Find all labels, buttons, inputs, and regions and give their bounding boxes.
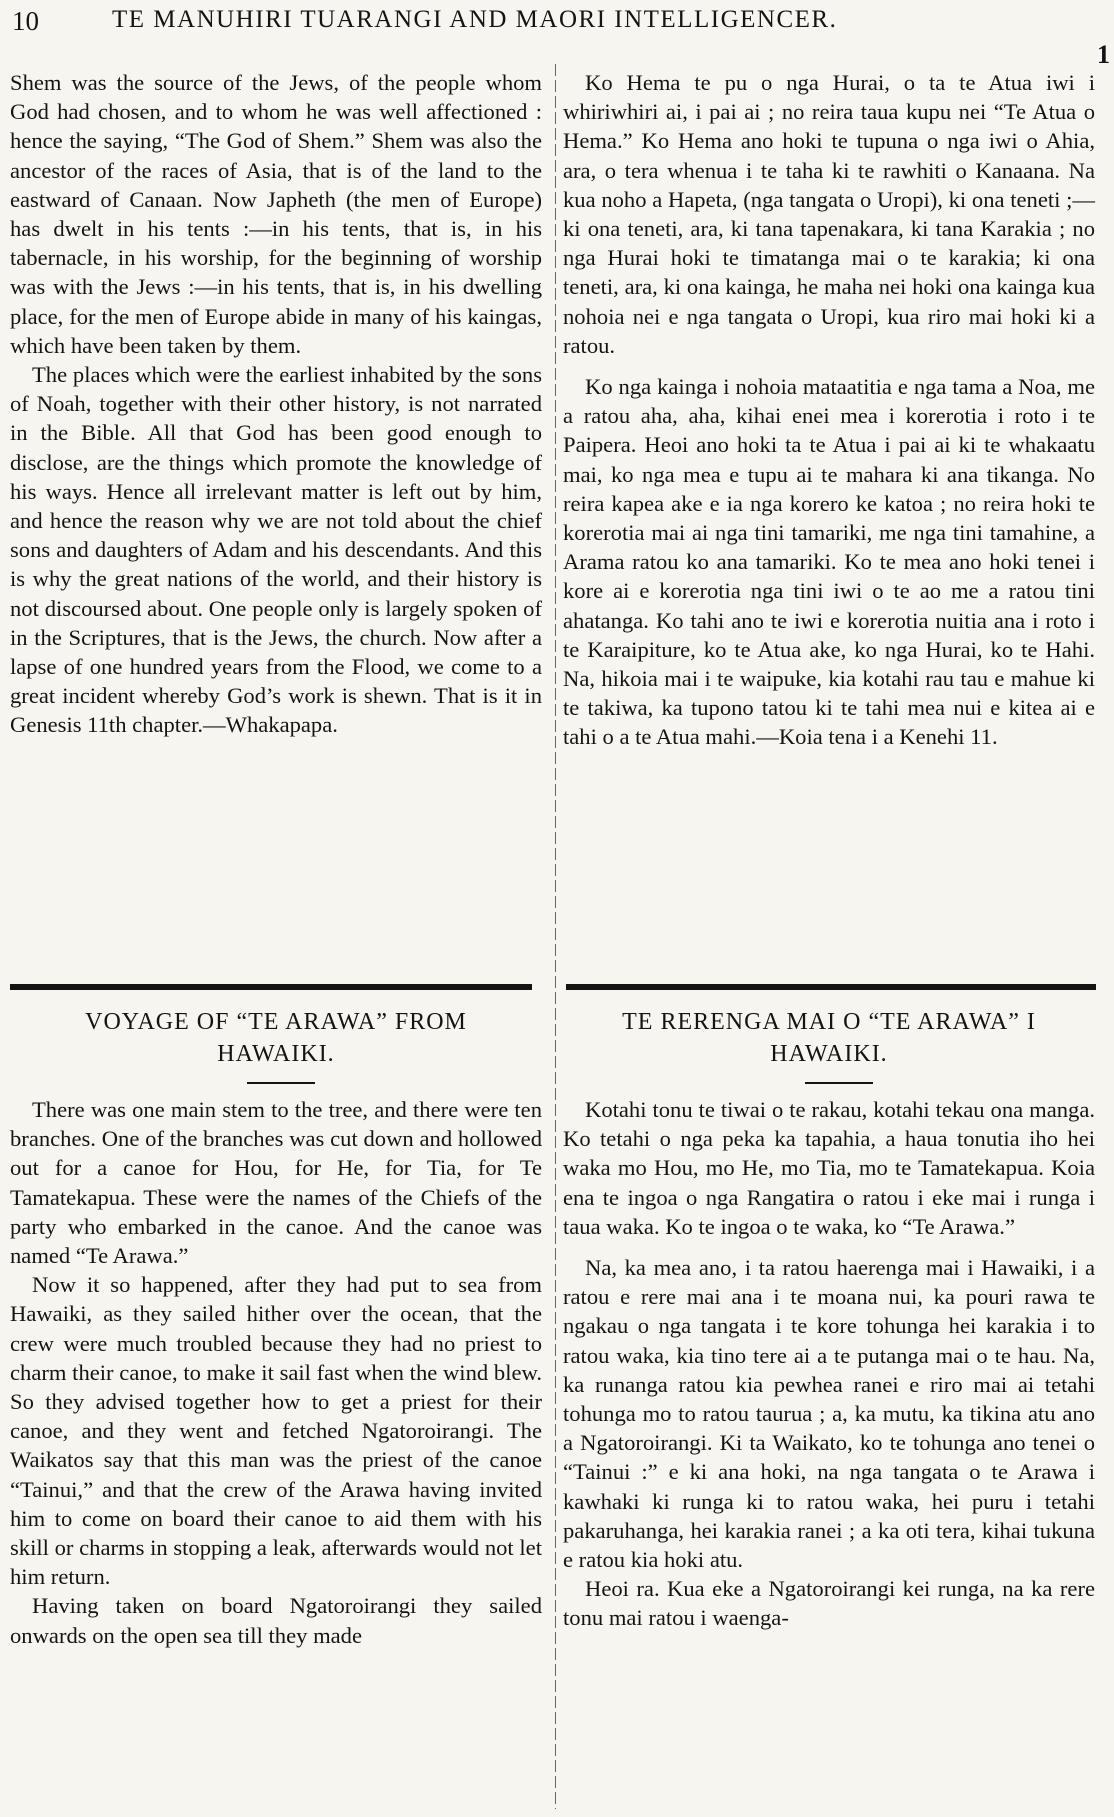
maori-column-top [563,68,1095,752]
english-column-bottom [10,1095,542,1650]
maori-title-rule [805,1082,873,1084]
english-voyage-paragraph-1: There was one main stem to the tree, and there were ten branches. One of the branches was cut down and hollowed out for a canoe for Hou, for He, for Tia, for Te Tamatekapua. These were the names of the Chiefs of the party who embarked in the canoe. And the canoe was named “Te Arawa.” [10,1097,542,1269]
maori-title-line2: HAWAIKI. [770,1041,888,1067]
english-title-line2: HAWAIKI. [217,1041,335,1067]
edge-mark: 1 [1097,40,1110,69]
maori-voyage-paragraph-3: Heoi ra. Kua eke a Ngatoroirangi kei runga, na ka rere tonu mai ratou i waenga- [563,1576,1095,1631]
english-title-line1: VOYAGE OF “TE ARAWA” FROM [85,1009,467,1035]
english-section-title [10,1006,542,1070]
maori-section-title [563,1006,1095,1070]
section-divider-english [10,984,532,990]
english-column-top [10,68,542,740]
english-voyage-paragraph-2: Now it so happened, after they had put to sea from Hawaiki, as they sailed hither over the ocean, that the crew were much troubled because they had no priest to charm their canoe, to make it sail fast when the wind blew. So they advised together how to get a priest for their canoe, and they went and fetched Ngatoroirangi. The Waikatos say that this man was the priest of the canoe “Tainui,” and that the crew of the Arawa having invited him to come on board their canoe to aid them with his skill or charms in stopping a leak, afterwards would not let him return. [10,1272,542,1590]
english-title-rule [247,1082,315,1084]
maori-voyage-paragraph-1: Kotahi tonu te tiwai o te rakau, kotahi tekau ona manga. Ko tetahi o nga peka ka tapahia, a haua tonutia iho hei waka mo Hou, mo He, mo Tia, mo te Tamatekapua. Koia ena te ingoa o nga Rangatira o ratou i eke mai i runga i taua waka. Ko te ingoa o te waka, ko “Te Arawa.” [563,1097,1095,1239]
page-header [0,0,1114,69]
maori-voyage-paragraph-2: Na, ka mea ano, i ta ratou haerenga mai i Hawaiki, i a ratou e rere mai ana i te moana nui, ka pouri rawa te ngakau o nga tangata i te kore tohunga hei karakia i to ratou waka, kia tino tere ai a te putanga mai o te hau. Na, ka runanga ratou kia pewhea ranei e riro mai ai tetahi tohunga mo to ratou taurua ; a, ka mutu, ka tikina atu ano a Ngatoroirangi. Ki ta Waikato, ko te tohunga ano tenei o “Tainui :” e ki ana hoki, na nga tangata o te Arawa i kawhaki ki runga ki to ratou waka, hei puru i tetahi pakaruhanga, hei karakia ranei ; a ka oti tera, kihai tukuna e ratou kia hoki atu. [563,1255,1095,1573]
maori-column-bottom [563,1095,1095,1633]
english-voyage-paragraph-3: Having taken on board Ngatoroirangi they sailed onwards on the open sea till they made [10,1593,542,1648]
english-paragraph-2: The places which were the earliest inhabited by the sons of Noah, together with their other history, is not narrated in the Bible. All that God has been good enough to disclose, are the things which promote the knowledge of his ways. Hence all irrelevant matter is left out by him, and hence the reason why we are not told about the chief sons and daughters of Adam and his descendants. And this is why the great nations of the world, and their history is not discoursed about. One people only is largely spoken of in the Scriptures, that is the Jews, the church. Now after a lapse of one hundred years from the Flood, we come to a great incident whereby God’s work is shewn. That is it in Genesis 11th chapter.—Whakapapa. [10,362,542,738]
maori-title-line1: TE RERENGA MAI O “TE ARAWA” I [622,1009,1036,1035]
running-title: TE MANUHIRI TUARANGI AND MAORI INTELLIGENCER. [112,6,838,33]
column-divider [555,64,556,1809]
page-number: 10 [12,6,39,36]
maori-paragraph-1: Ko Hema te pu o nga Hurai, o ta te Atua iwi i whiriwhiri ai, i pai ai ; no reira taua kupu nei “Te Atua o Hema.” Ko Hema ano hoki te tupuna o nga iwi o Ahia, ara, o tera whenua i te taha ki te rawhiti o Kanaana. Na kua noho a Hapeta, (nga tangata o Uropi), ki ona teneti ;—ki ona teneti, ara, ki tana tapenakara, ki tana Karakia ; no nga Hurai hoki te timatanga mai o te karakia; ki ona teneti, ara, ki ona kainga, he maha nei hoki ona kainga kua nohoia nei e nga tangata o Uropi, kua riro mai hoki ki a ratou. [563,70,1095,358]
section-divider-maori [566,984,1096,990]
maori-paragraph-2: Ko nga kainga i nohoia mataatitia e nga tama a Noa, me a ratou aha, aha, kihai enei mea i korerotia i roto i te Paipera. Heoi ano hoki ta te Atua i pai ai ki te whakaatu mai, ko nga mea e tupu ai te mahara ki ana tikanga. No reira kapea ake e ia nga korero ke katoa ; no reira hoki te korerotia mai ai nga tini tamariki, me nga tini tamahine, a Arama ratou ko ana tamariki. Ko te mea ano hoki tenei i kore ai e korerotia nga tini iwi o te ao me a ratou tini ahatanga. Ko tahi ano te iwi e korerotia nuitia ana i roto i te Karaipiture, ko te Atua ake, ko nga Hurai, ko te Hahi. Na, hikoia mai i te waipuke, kia kotahi rau tau e mahue ki te takiwa, ka tupono tatou ki te tahi mea nui e kitea ai e tahi o a te Atua mahi.—Koia tena i a Kenehi 11. [563,374,1095,750]
english-paragraph-1: Shem was the source of the Jews, of the people whom God had chosen, and to whom he was well affectioned : hence the saying, “The God of Shem.” Shem was also the ancestor of the races of Asia, that is of the land to the eastward of Canaan. Now Japheth (the men of Europe) has dwelt in his tents :—in his tents, that is, in his tabernacle, in his worship, for the beginning of worship was with the Jews :—in his tents, that is, in his dwelling place, for the men of Europe abide in many of his kaingas, which have been taken by them. [10,70,542,358]
